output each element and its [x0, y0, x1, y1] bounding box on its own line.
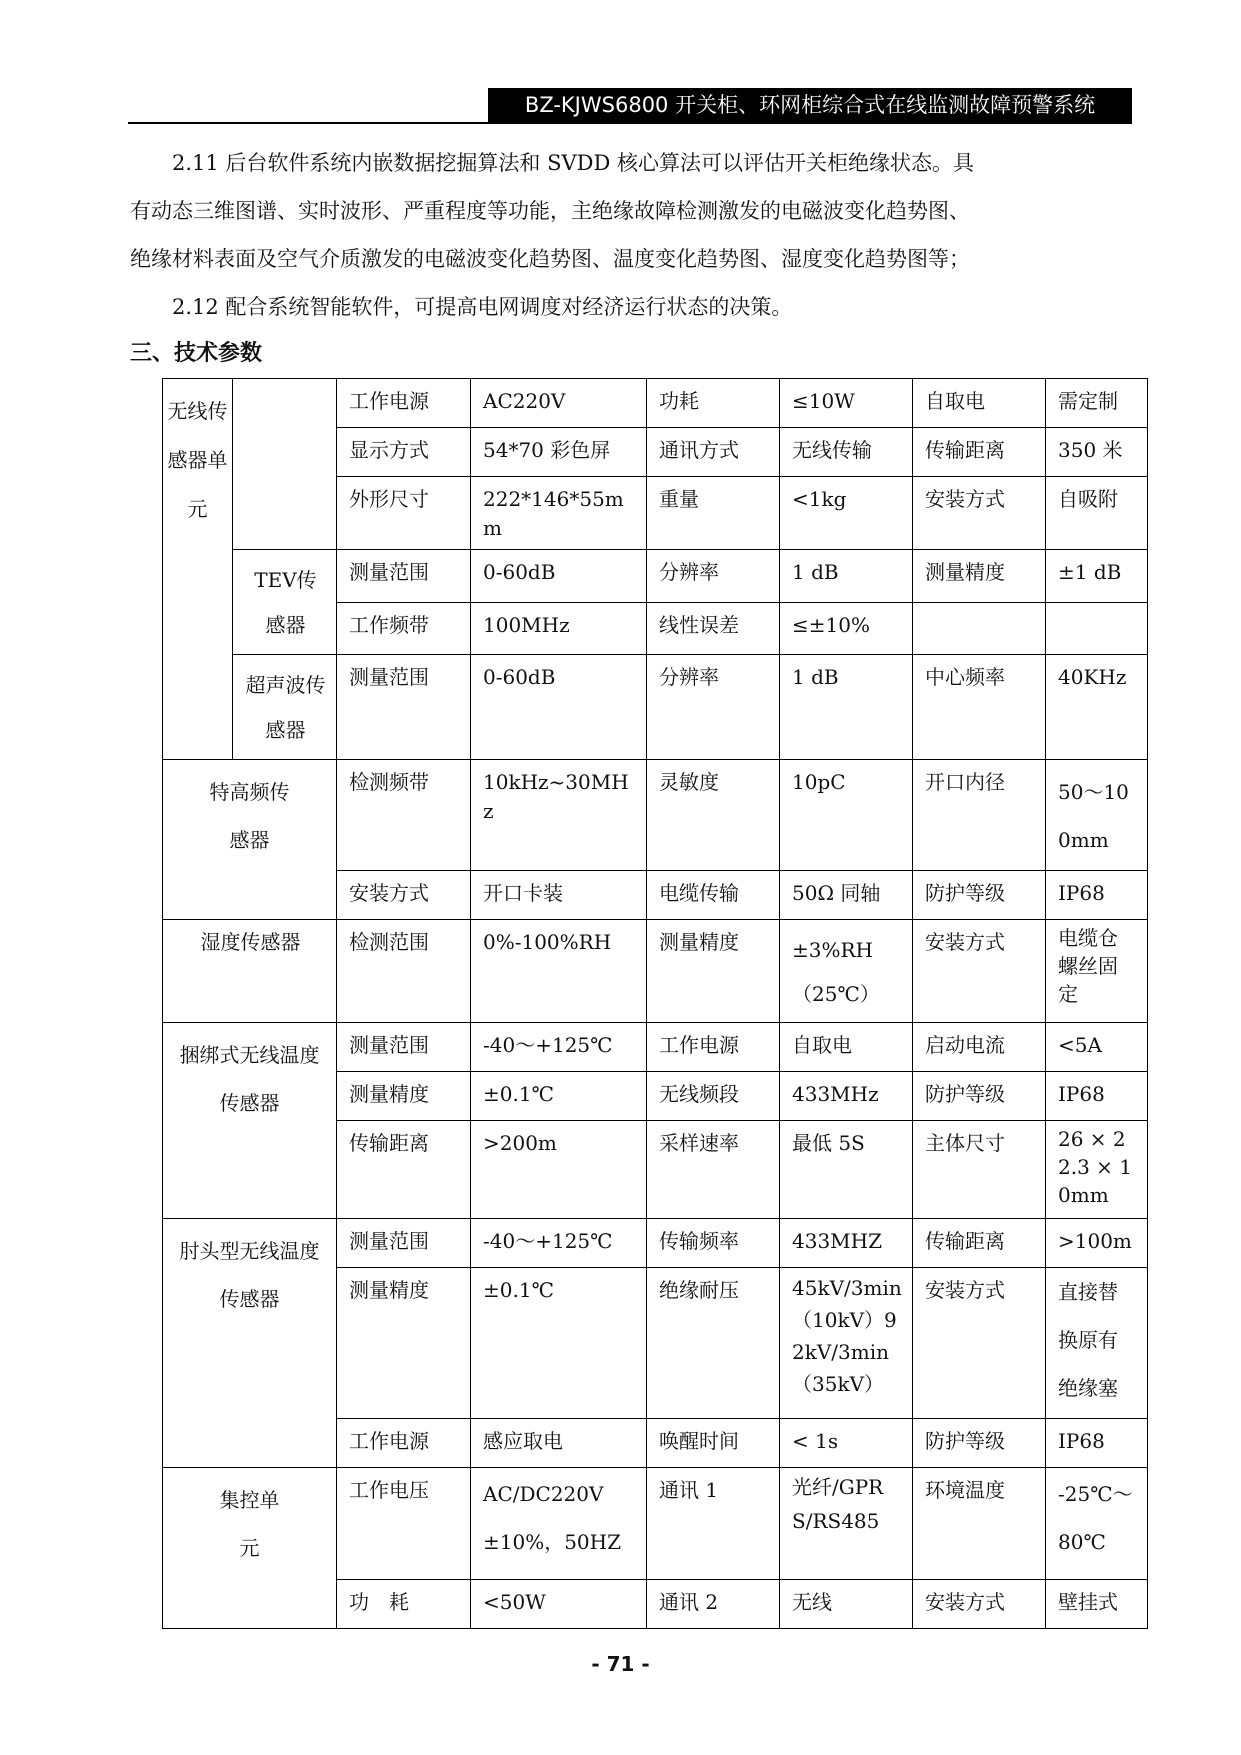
- param-value: 自吸附: [1046, 477, 1148, 550]
- param-value: -25℃～80℃: [1046, 1468, 1148, 1580]
- param-value: ±1 dB: [1046, 550, 1148, 603]
- param-name: 防护等级: [913, 871, 1046, 920]
- param-name: 传输距离: [337, 1121, 471, 1219]
- param-name: 重量: [647, 477, 780, 550]
- param-name: 测量精度: [337, 1072, 471, 1121]
- param-value: IP68: [1046, 1072, 1148, 1121]
- param-value: 0-60dB: [471, 655, 647, 760]
- param-name: 安装方式: [913, 1580, 1046, 1629]
- param-value: IP68: [1046, 1419, 1148, 1468]
- param-name: 传输频率: [647, 1219, 780, 1268]
- param-value: ≤10W: [780, 379, 913, 428]
- param-name: 无线频段: [647, 1072, 780, 1121]
- param-name: 测量精度: [337, 1268, 471, 1419]
- param-value: 433MHZ: [780, 1219, 913, 1268]
- table-row: [163, 920, 1148, 1023]
- param-name: 启动电流: [913, 1023, 1046, 1072]
- table-row: [163, 1219, 1148, 1268]
- param-value: 50～100mm: [1046, 760, 1148, 871]
- param-value: 需定制: [1046, 379, 1148, 428]
- param-value: 50Ω 同轴: [780, 871, 913, 920]
- param-name: 防护等级: [913, 1072, 1046, 1121]
- paragraph-2-11-line3: 绝缘材料表面及空气介质激发的电磁波变化趋势图、温度变化趋势图、湿度变化趋势图等；: [130, 247, 970, 271]
- uhf-sensor-title: 特高频传感器: [163, 760, 337, 920]
- spec-table: [162, 378, 1148, 1629]
- param-name: 测量精度: [647, 920, 780, 1023]
- param-value: >200m: [471, 1121, 647, 1219]
- param-value: 10kHz~30MHz: [471, 760, 647, 871]
- param-value: 直接替换原有绝缘塞: [1046, 1268, 1148, 1419]
- param-value: -40～+125℃: [471, 1023, 647, 1072]
- paragraph-2-12: 2.12 配合系统智能软件，可提高电网调度对经济运行状态的决策。: [130, 295, 793, 319]
- param-name: 电缆传输: [647, 871, 780, 920]
- param-name: 唤醒时间: [647, 1419, 780, 1468]
- param-value: -40～+125℃: [471, 1219, 647, 1268]
- param-value: >100m: [1046, 1219, 1148, 1268]
- param-name: 传输距离: [913, 1219, 1046, 1268]
- elbow-temp-sensor-title: 肘头型无线温度传感器: [163, 1219, 337, 1468]
- table-row: [163, 655, 1148, 708]
- param-value: AC/DC220V ±10%，50HZ: [471, 1468, 647, 1580]
- paragraph-2-11-line2: 有动态三维图谱、实时波形、严重程度等功能，主绝缘故障检测激发的电磁波变化趋势图、: [130, 199, 970, 223]
- param-value: ±0.1℃: [471, 1072, 647, 1121]
- param-value: [1046, 602, 1148, 655]
- param-value: 1 dB: [780, 550, 913, 603]
- param-value: 光纤/GPRS/RS485: [780, 1468, 913, 1580]
- param-name: 传输距离: [913, 428, 1046, 477]
- param-value: 100MHz: [471, 602, 647, 655]
- param-value: 无线传输: [780, 428, 913, 477]
- param-value: ≤±10%: [780, 602, 913, 655]
- param-name: 测量范围: [337, 1023, 471, 1072]
- param-name: 工作频带: [337, 602, 471, 655]
- param-value: 无线: [780, 1580, 913, 1629]
- param-name: 防护等级: [913, 1419, 1046, 1468]
- param-value: IP68: [1046, 871, 1148, 920]
- param-value: 350 米: [1046, 428, 1148, 477]
- param-name: 工作电源: [337, 379, 471, 428]
- param-value: 壁挂式: [1046, 1580, 1148, 1629]
- table-row: [163, 1023, 1148, 1072]
- header-rule: [128, 122, 1132, 124]
- param-name: 安装方式: [337, 871, 471, 920]
- param-value: <5A: [1046, 1023, 1148, 1072]
- param-name: 检测频带: [337, 760, 471, 871]
- param-value: 26 × 22.3 × 10mm: [1046, 1121, 1148, 1219]
- table-row: [163, 760, 1148, 871]
- param-name: 分辨率: [647, 550, 780, 603]
- param-value: <1kg: [780, 477, 913, 550]
- param-value: 0%-100%RH: [471, 920, 647, 1023]
- param-value: 222*146*55mm: [471, 477, 647, 550]
- tev-sensor-label: TEV传感器: [233, 550, 337, 655]
- param-name: 分辨率: [647, 655, 780, 760]
- strap-temp-sensor-title: 捆绑式无线温度传感器: [163, 1023, 337, 1219]
- empty-cell: [233, 379, 337, 550]
- param-value: 0-60dB: [471, 550, 647, 603]
- param-name: 工作电压: [337, 1468, 471, 1580]
- param-name: 通讯 1: [647, 1468, 780, 1580]
- paragraph-2-11-line1: 2.11 后台软件系统内嵌数据挖掘算法和 SVDD 核心算法可以评估开关柜绝缘状态。具: [130, 151, 975, 175]
- param-name: 通讯方式: [647, 428, 780, 477]
- param-name: 测量范围: [337, 550, 471, 603]
- param-value: 感应取电: [471, 1419, 647, 1468]
- param-name: 显示方式: [337, 428, 471, 477]
- table-row: [163, 550, 1148, 603]
- param-name: 线性误差: [647, 602, 780, 655]
- wireless-unit-title: 无线传感器单元: [163, 379, 233, 760]
- param-value: ±0.1℃: [471, 1268, 647, 1419]
- table-row: [163, 379, 1148, 428]
- param-value: <50W: [471, 1580, 647, 1629]
- param-name: 安装方式: [913, 920, 1046, 1023]
- param-value: 40KHz: [1046, 655, 1148, 760]
- param-value: 电缆仓螺丝固定: [1046, 920, 1148, 1023]
- param-value: 1 dB: [780, 655, 913, 760]
- ultrasonic-sensor-label: 超声波传感器: [233, 655, 337, 760]
- param-value: ±3%RH（25℃）: [780, 920, 913, 1023]
- param-name: [913, 602, 1046, 655]
- table-row: [163, 1468, 1148, 1580]
- param-value: 433MHz: [780, 1072, 913, 1121]
- param-value: 10pC: [780, 760, 913, 871]
- param-name: 检测范围: [337, 920, 471, 1023]
- param-name: 开口内径: [913, 760, 1046, 871]
- param-name: 环境温度: [913, 1468, 1046, 1580]
- param-name: 绝缘耐压: [647, 1268, 780, 1419]
- param-value: AC220V: [471, 379, 647, 428]
- param-value: 54*70 彩色屏: [471, 428, 647, 477]
- page-number: - 71 -: [591, 1652, 650, 1676]
- param-name: 外形尺寸: [337, 477, 471, 550]
- control-unit-title: 集控单元: [163, 1468, 337, 1629]
- section-heading: 三、技术参数: [130, 341, 263, 366]
- param-value: < 1s: [780, 1419, 913, 1468]
- param-name: 工作电源: [337, 1419, 471, 1468]
- header-title: BZ-KJWS6800 开关柜、环网柜综合式在线监测故障预警系统: [488, 88, 1132, 122]
- param-name: 功 耗: [337, 1580, 471, 1629]
- param-name: 测量精度: [913, 550, 1046, 603]
- param-name: 安装方式: [913, 477, 1046, 550]
- param-name: 灵敏度: [647, 760, 780, 871]
- param-name: 测量范围: [337, 655, 471, 760]
- param-name: 工作电源: [647, 1023, 780, 1072]
- param-value: 开口卡装: [471, 871, 647, 920]
- param-value: 自取电: [780, 1023, 913, 1072]
- param-name: 自取电: [913, 379, 1046, 428]
- param-value: 45kV/3min（10kV）92kV/3min（35kV）: [780, 1268, 913, 1419]
- param-name: 采样速率: [647, 1121, 780, 1219]
- param-name: 测量范围: [337, 1219, 471, 1268]
- param-name: 中心频率: [913, 655, 1046, 760]
- param-value: 最低 5S: [780, 1121, 913, 1219]
- param-name: 主体尺寸: [913, 1121, 1046, 1219]
- param-name: 通讯 2: [647, 1580, 780, 1629]
- humidity-sensor-title: 湿度传感器: [163, 920, 337, 1023]
- param-name: 功耗: [647, 379, 780, 428]
- param-name: 安装方式: [913, 1268, 1046, 1419]
